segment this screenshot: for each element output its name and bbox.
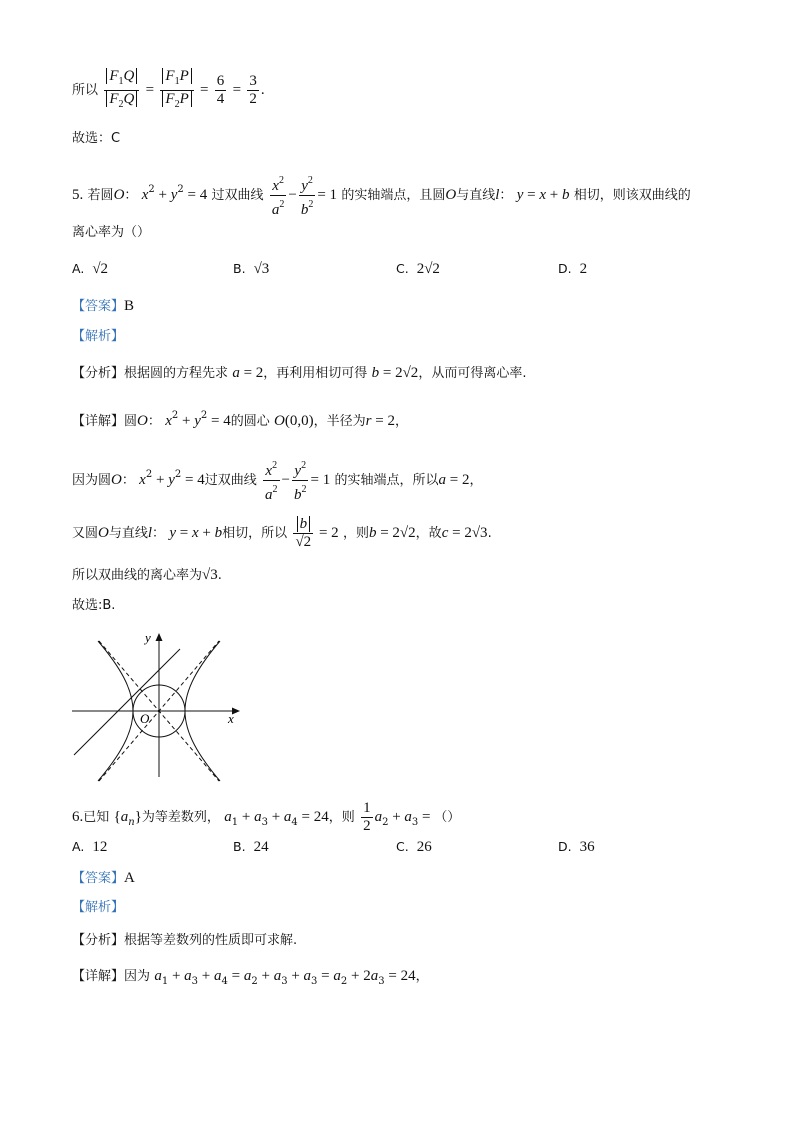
q5-detail-3: 又圆O与直线l： y = x + b相切，所以 $\frac{b}{√2}$ = 2 ，则b = 2√2，故c = 2√3.	[72, 516, 492, 550]
q6-answer: 【答案】A	[72, 870, 135, 886]
q5-jiexi-tag: 【解析】	[72, 329, 125, 344]
q6-option-a[interactable]: A. 12	[72, 839, 108, 855]
label-o: O	[140, 711, 150, 726]
q6-option-c[interactable]: C. 26	[396, 839, 432, 855]
q6-jiexi-tag: 【解析】	[72, 900, 125, 915]
q5-fenxi: 【分析】根据圆的方程先求 a = 2，再利用相切可得 b = 2√2，从而可得离心率.	[72, 365, 527, 381]
q6-option-b[interactable]: B. 24	[233, 839, 269, 855]
q6-detail: 【详解】因为 $a_1 + a_3 + a_4 = a_2 + a_3 + a_3 = a_2 + 2a_3 = 24$，	[72, 968, 429, 987]
q5-detail-2: 因为圆O： $x^2 + y^2 = 4$过双曲线 $\frac{x^2}{a^2}$ − $\frac{y^2}{b^2}$ = 1 的实轴端点，所以a = 2，	[72, 457, 483, 504]
q6-option-d[interactable]: D. 36	[558, 839, 595, 855]
q5-answer: 【答案】B	[72, 298, 135, 314]
y-axis-arrow	[156, 633, 163, 641]
q6-fenxi: 【分析】根据等差数列的性质即可求解.	[72, 933, 298, 948]
answer-c-line: 故选：C	[72, 131, 121, 146]
text-suoyi: 所以	[72, 83, 99, 98]
q5-option-c[interactable]: C. 2√2	[396, 261, 440, 277]
q5-option-d[interactable]: D. 2	[558, 261, 588, 277]
fraction-f1p-f2p: $\frac{F_1P}{F_2P}$	[160, 68, 193, 113]
ratio-line: 所以 $\frac{F_1Q}{F_2Q}$ = $\frac{F_1P}{F_2P}$ = $\frac{6}{4}$ = $\frac{3}{2}$ .	[72, 68, 265, 113]
q5-final: 故选:B.	[72, 598, 116, 613]
q6-stem: 6.已知 $\{a_n\}$为等差数列， $a_1 + a_3 + a_4 = 24$，则 $\frac{1}{2}$ $a_2 + a_3$ = （）	[72, 800, 461, 834]
q5-detail-4: 所以双曲线的离心率为√3.	[72, 567, 222, 583]
hyperbola-figure	[68, 627, 248, 783]
label-y: y	[145, 630, 151, 645]
fraction-6-4: $\frac{6}{4}$	[216, 73, 225, 107]
tangent-line	[74, 649, 180, 755]
fraction-f1q-f2q: $\frac{F_1Q}{F_2Q}$	[104, 68, 139, 113]
q5-option-b[interactable]: B. √3	[233, 261, 270, 277]
label-x: x	[228, 711, 234, 726]
q5-stem-line1: 5. 若圆O： $x^2 + y^2 = 4$ 过双曲线 $\frac{x^2}{a^2}$ − $\frac{y^2}{b^2}$ = 1 的实轴端点，且圆O与直线l： y = x + b 相切，则该双曲线的	[72, 172, 691, 219]
q5-stem-line2: 离心率为（）	[72, 225, 151, 240]
q5-option-a[interactable]: A. √2	[72, 261, 109, 277]
fraction-3-2: $\frac{3}{2}$	[249, 73, 257, 107]
q5-detail-1: 【详解】圆O： $x^2 + y^2 = 4$的圆心 O(0,0)，半径为r = 2，	[72, 410, 408, 429]
